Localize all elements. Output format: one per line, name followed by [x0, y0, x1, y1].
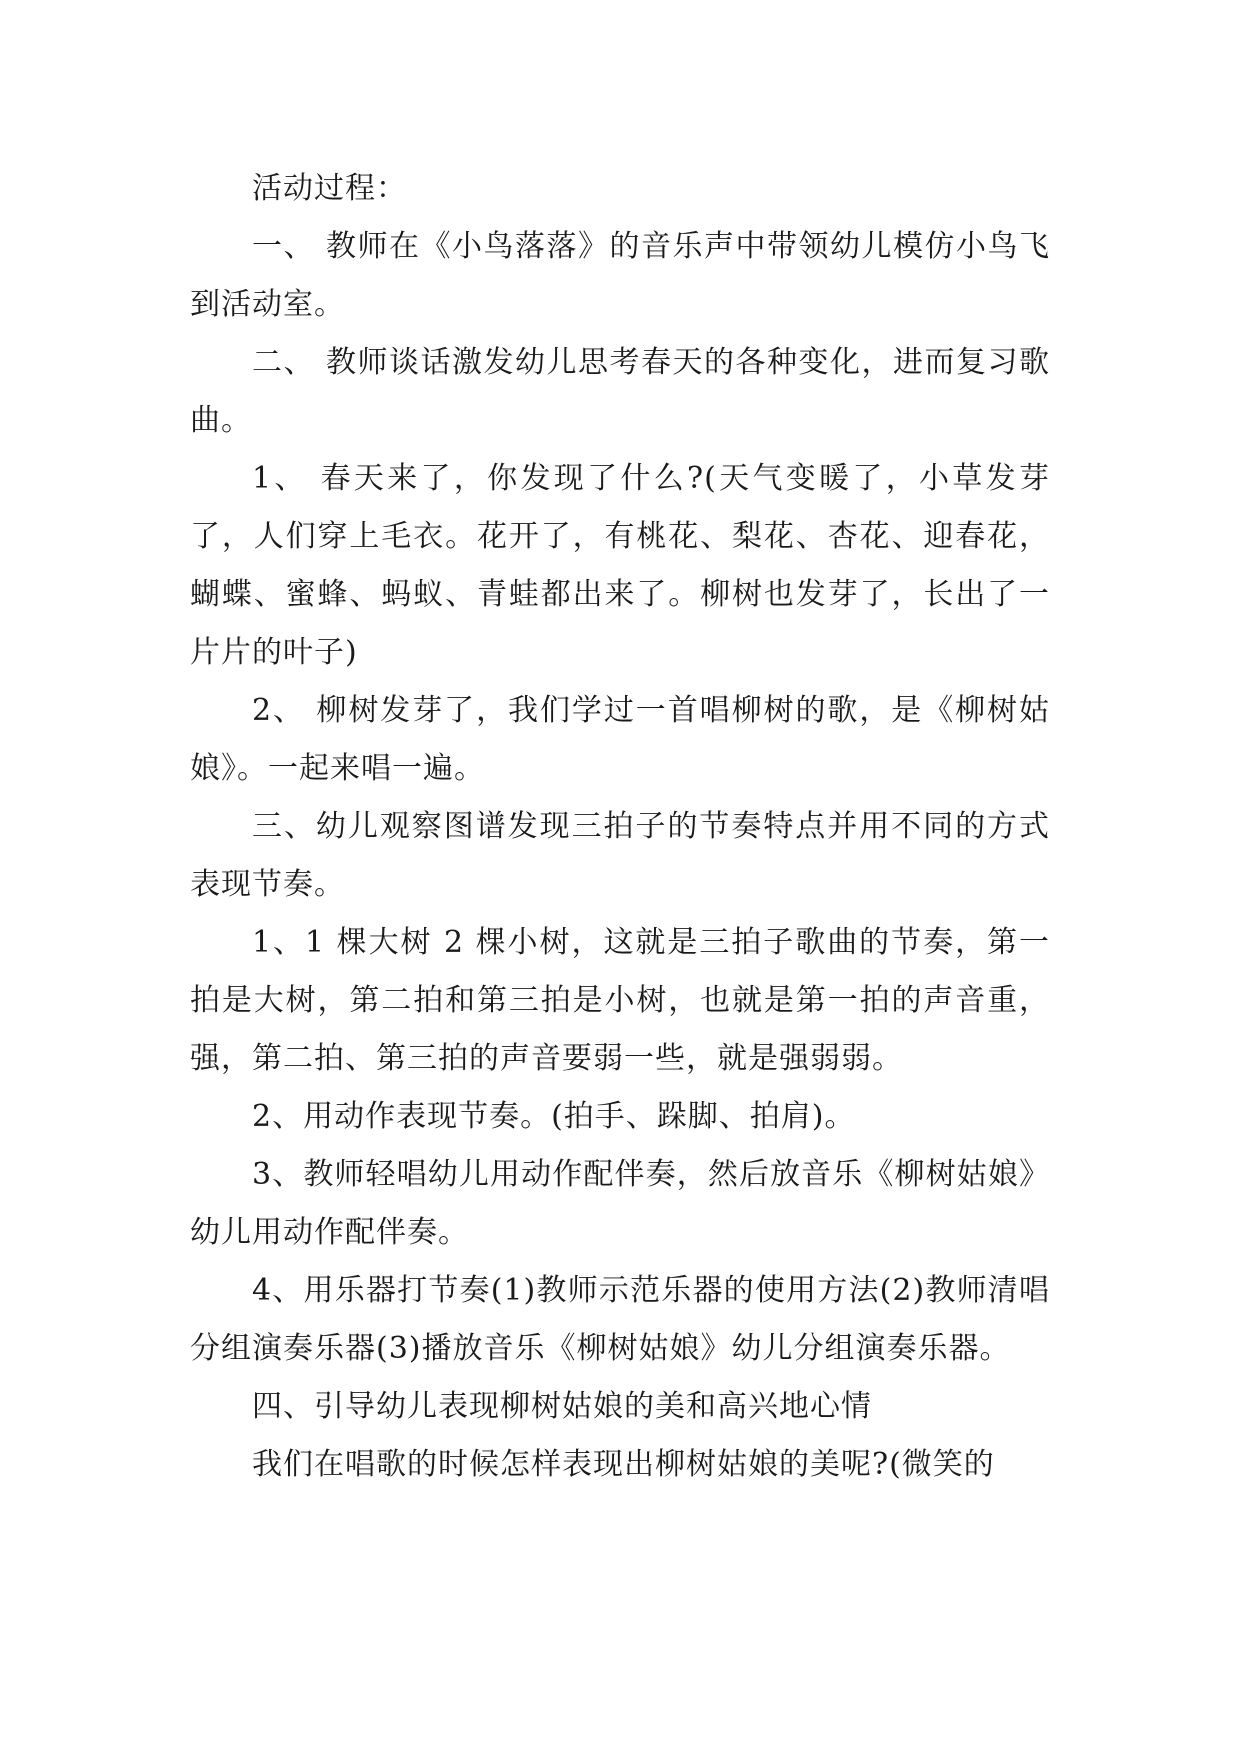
step-four-question: 我们在唱歌的时候怎样表现出柳树姑娘的美呢?(微笑的: [252, 1447, 995, 1482]
step-three-item-4: 4、用乐器打节奏(1)教师示范乐器的使用方法(2)教师清唱分组演奏乐器(3)播放音乐《柳树姑娘》幼儿分组演奏乐器。: [190, 1273, 1050, 1366]
step-three-item-3: 3、教师轻唱幼儿用动作配伴奏，然后放音乐《柳树姑娘》幼儿用动作配伴奏。: [190, 1157, 1050, 1250]
step-four-paragraph: 四、引导幼儿表现柳树姑娘的美和高兴地心情: [252, 1389, 872, 1424]
step-two-item-2: 2、 柳树发芽了，我们学过一首唱柳树的歌，是《柳树姑娘》。一起来唱一遍。: [190, 693, 1050, 786]
document-body: [190, 160, 1050, 1494]
step-two-paragraph: 二、 教师谈话激发幼儿思考春天的各种变化，进而复习歌曲。: [190, 345, 1050, 438]
step-three-paragraph: 三、幼儿观察图谱发现三拍子的节奏特点并用不同的方式表现节奏。: [190, 809, 1050, 902]
step-three-item-2: 2、用动作表现节奏。(拍手、跺脚、拍肩)。: [252, 1099, 856, 1134]
section-heading-process: 活动过程：: [252, 171, 407, 206]
step-three-item-1: 1、1 棵大树 2 棵小树，这就是三拍子歌曲的节奏，第一拍是大树，第二拍和第三拍是小树，也就是第一拍的声音重，强，第二拍、第三拍的声音要弱一些，就是强弱弱。: [190, 925, 1050, 1076]
step-one-paragraph: 一、 教师在《小鸟落落》的音乐声中带领幼儿模仿小鸟飞到活动室。: [190, 229, 1050, 322]
step-two-item-1: 1、 春天来了，你发现了什么?(天气变暖了，小草发芽了，人们穿上毛衣。花开了，有桃花、梨花、杏花、迎春花，蝴蝶、蜜蜂、蚂蚁、青蛙都出来了。柳树也发芽了，长出了一片片的叶子): [190, 461, 1050, 670]
